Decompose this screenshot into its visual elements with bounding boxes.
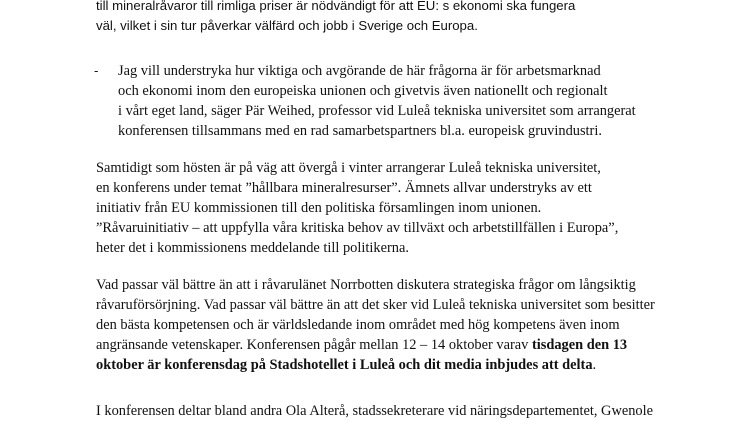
paragraph-line — [96, 355, 596, 375]
intro-line: till mineralråvaror till rimliga priser är nödvändigt för att EU: s ekonomi ska fungera — [96, 0, 576, 13]
quote-line: konferensen tillsammans med en rad samarbetspartners bl.a. europeisk gruvindustri. — [118, 123, 602, 139]
paragraph-text: . — [592, 357, 597, 373]
quote-line: och ekonomi inom den europeiska unionen och givetvis även nationellt och regionalt — [118, 83, 608, 99]
paragraph-line: initiativ från EU kommissionen till den politiska församlingen inom unionen. — [96, 200, 542, 216]
paragraph-line: ”Råvaruinitiativ – att uppfylla våra kritiska behov av tillväxt och arbetstillfällen i Europa”, — [96, 220, 619, 236]
paragraph-line: en konferens under temat ”hållbara mineralresurser”. Ämnets allvar understryks av ett — [96, 180, 592, 196]
paragraph-line: Vad passar väl bättre än att i råvarulänet Norrbotten diskutera strategiska frågor om långsiktig — [96, 277, 636, 293]
paragraph-line: I konferensen deltar bland andra Ola Alterå, stadssekreterare vid näringsdepartementet, Gwenole — [96, 403, 654, 419]
quote-line: Jag vill understryka hur viktiga och avgörande de här frågorna är för arbetsmarknad — [118, 63, 601, 79]
quote-line: i vårt eget land, säger Pär Weihed, professor vid Luleå tekniska universitet som arrangerat — [118, 103, 636, 119]
paragraph-bold-text: oktober är konferensdag på Stadshotellet i Luleå och dit media inbjudes att delta — [96, 357, 593, 373]
paragraph-bold-text: tisdagen den 13 — [531, 337, 628, 353]
paragraph-line: den bästa kompetensen och är världsledande inom området med hög kompetens även inom — [96, 317, 620, 333]
paragraph-line: råvaruförsörjning. Vad passar väl bättre än att det sker vid Luleå tekniska universitet som besitter — [96, 297, 655, 313]
paragraph-line: Samtidigt som hösten är på väg att övergå i vinter arrangerar Luleå tekniska universitet, — [96, 160, 601, 176]
quote-bullet: - — [94, 63, 99, 78]
intro-line: väl, vilket i sin tur påverkar välfärd och jobb i Sverige och Europa. — [96, 18, 478, 33]
paragraph-line: heter det i kommissionens meddelande till politikerna. — [96, 240, 409, 256]
paragraph-text: angränsande vetenskaper. Konferensen pågår mellan 12 – 14 oktober varav — [96, 337, 532, 353]
paragraph-line — [96, 335, 627, 355]
